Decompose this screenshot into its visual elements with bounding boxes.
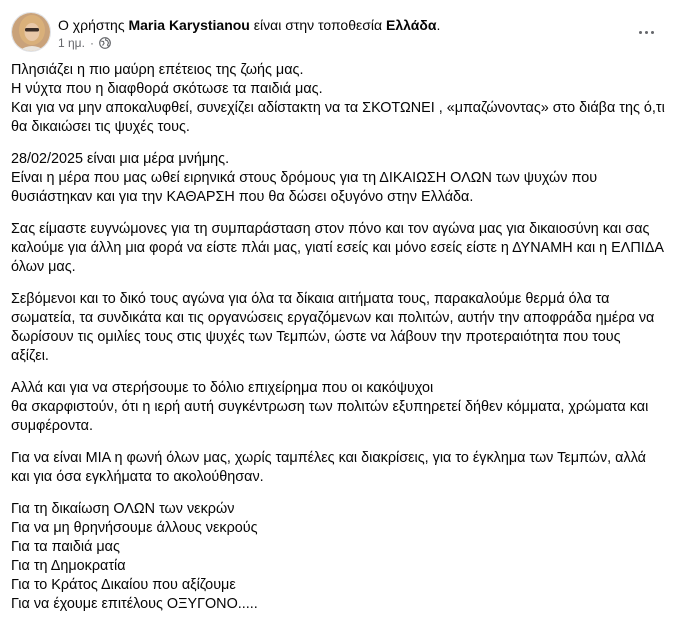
post-text-line: Είναι η μέρα που μας ωθεί ειρηνικά στους δρόμους για τη ΔΙΚΑΙΩΣΗ ΟΛΩΝ των ψυχών που [11,170,598,186]
location-link[interactable]: Ελλάδα [385,17,437,33]
post-text-line: Αλλά και για να στερήσουμε το δόλιο επιχείρημα που οι κακόψυχοι [11,380,434,396]
post-paragraph [11,150,666,207]
post-text-line: θα δικαιώσει τις ψυχές τους. [11,119,190,135]
post-text-line: Για τη Δημοκρατία [11,558,126,574]
post-text-line: σωματεία, τα συνδικάτα και τις οργανώσεις εργαζόμενων και πολιτών, αυτήν την αποφράδα ημέρα να [11,310,655,326]
post-text-line: όλων μας. [11,259,76,275]
post-paragraph [11,220,666,277]
post-text-line: Πλησιάζει η πιο μαύρη επέτειος της ζωής μας. [11,62,304,78]
post-text-line: 28/02/2025 είναι μια μέρα μνήμης. [11,151,230,167]
post-text-line: Για να έχουμε επιτέλους ΟΞΥΓΟΝΟ..... [11,596,258,612]
post-text [11,61,666,627]
post-paragraph [11,379,666,436]
post-text-line: Για να μη θρηνήσουμε άλλους νεκρούς [11,520,258,536]
post-text-line: Για να είναι ΜΙΑ η φωνή όλων μας, χωρίς ταμπέλες και διακρίσεις, για το έγκλημα των Τεμπών, αλλά [11,450,646,466]
post-title [58,16,440,34]
title-middle: είναι στην τοποθεσία [253,17,383,33]
post-text-line: Για τη δικαίωση ΟΛΩΝ των νεκρών [11,501,235,517]
post-text-line: θα σκαρφιστούν, ότι η ιερή αυτή συγκέντρωση των πολιτών εξυπηρετεί δήθεν κόμματα, χρώματα και [11,399,649,415]
globe-icon[interactable] [99,37,111,49]
post-text-line: δωρίσουν τις ομιλίες τους στις ψυχές των Τεμπών, ώστε να λάβουν την προτεραιότητα που τους [11,329,621,345]
post-text-line: Για το Κράτος Δικαίου που αξίζουμε [11,577,236,593]
post-text-line: Και για να μην αποκαλυφθεί, συνεχίζει αδίστακτη να τα ΣΚΟΤΩΝΕΙ , «μπαζώνοντας» στο διάβα της ό,τι [11,100,665,116]
post-paragraph [11,61,666,137]
post-meta [58,35,111,51]
post-paragraph [11,290,666,366]
meta-separator: · [89,36,94,50]
more-options-icon[interactable] [632,22,660,42]
post-header [11,12,666,56]
avatar[interactable] [11,12,51,52]
post-text-line: Η νύχτα που η διαφθορά σκότωσε τα παιδιά μας. [11,81,323,97]
post-text-line: Για τα παιδιά μας [11,539,120,555]
post-text-line: Σας είμαστε ευγνώμονες για τη συμπαράσταση στον πόνο και τον αγώνα μας για δικαιοσύνη και σας [11,221,650,237]
post-paragraph [11,449,666,487]
title-prefix: Ο χρήστης [58,17,125,33]
post-text-line: Σεβόμενοι και το δικό τους αγώνα για όλα τα δίκαια αιτήματα τους, παρακαλούμε θερμά όλα τα [11,291,610,307]
post-text-line: και για όσα εγκλήματα το ακολούθησαν. [11,469,264,485]
post-text-line: συμφέροντα. [11,418,93,434]
title-suffix: . [436,17,441,33]
post-text-line: αξίζει. [11,348,49,364]
author-name-link[interactable]: Maria Karystianou [128,17,250,33]
post-text-line: καλούμε για άλλη μια φορά να είστε πλάι μας, γιατί εσείς και μόνο εσείς είστε η ΔΥΝΑΜΗ και η ΕΛΠΙΔΑ [11,240,664,256]
post-timestamp-link[interactable]: 1 ημ. [58,36,85,50]
post-paragraph [11,500,666,614]
post-text-line: θυσιάστηκαν και για την ΚΑΘΑΡΣΗ που θα δώσει οξυγόνο στην Ελλάδα. [11,189,474,205]
